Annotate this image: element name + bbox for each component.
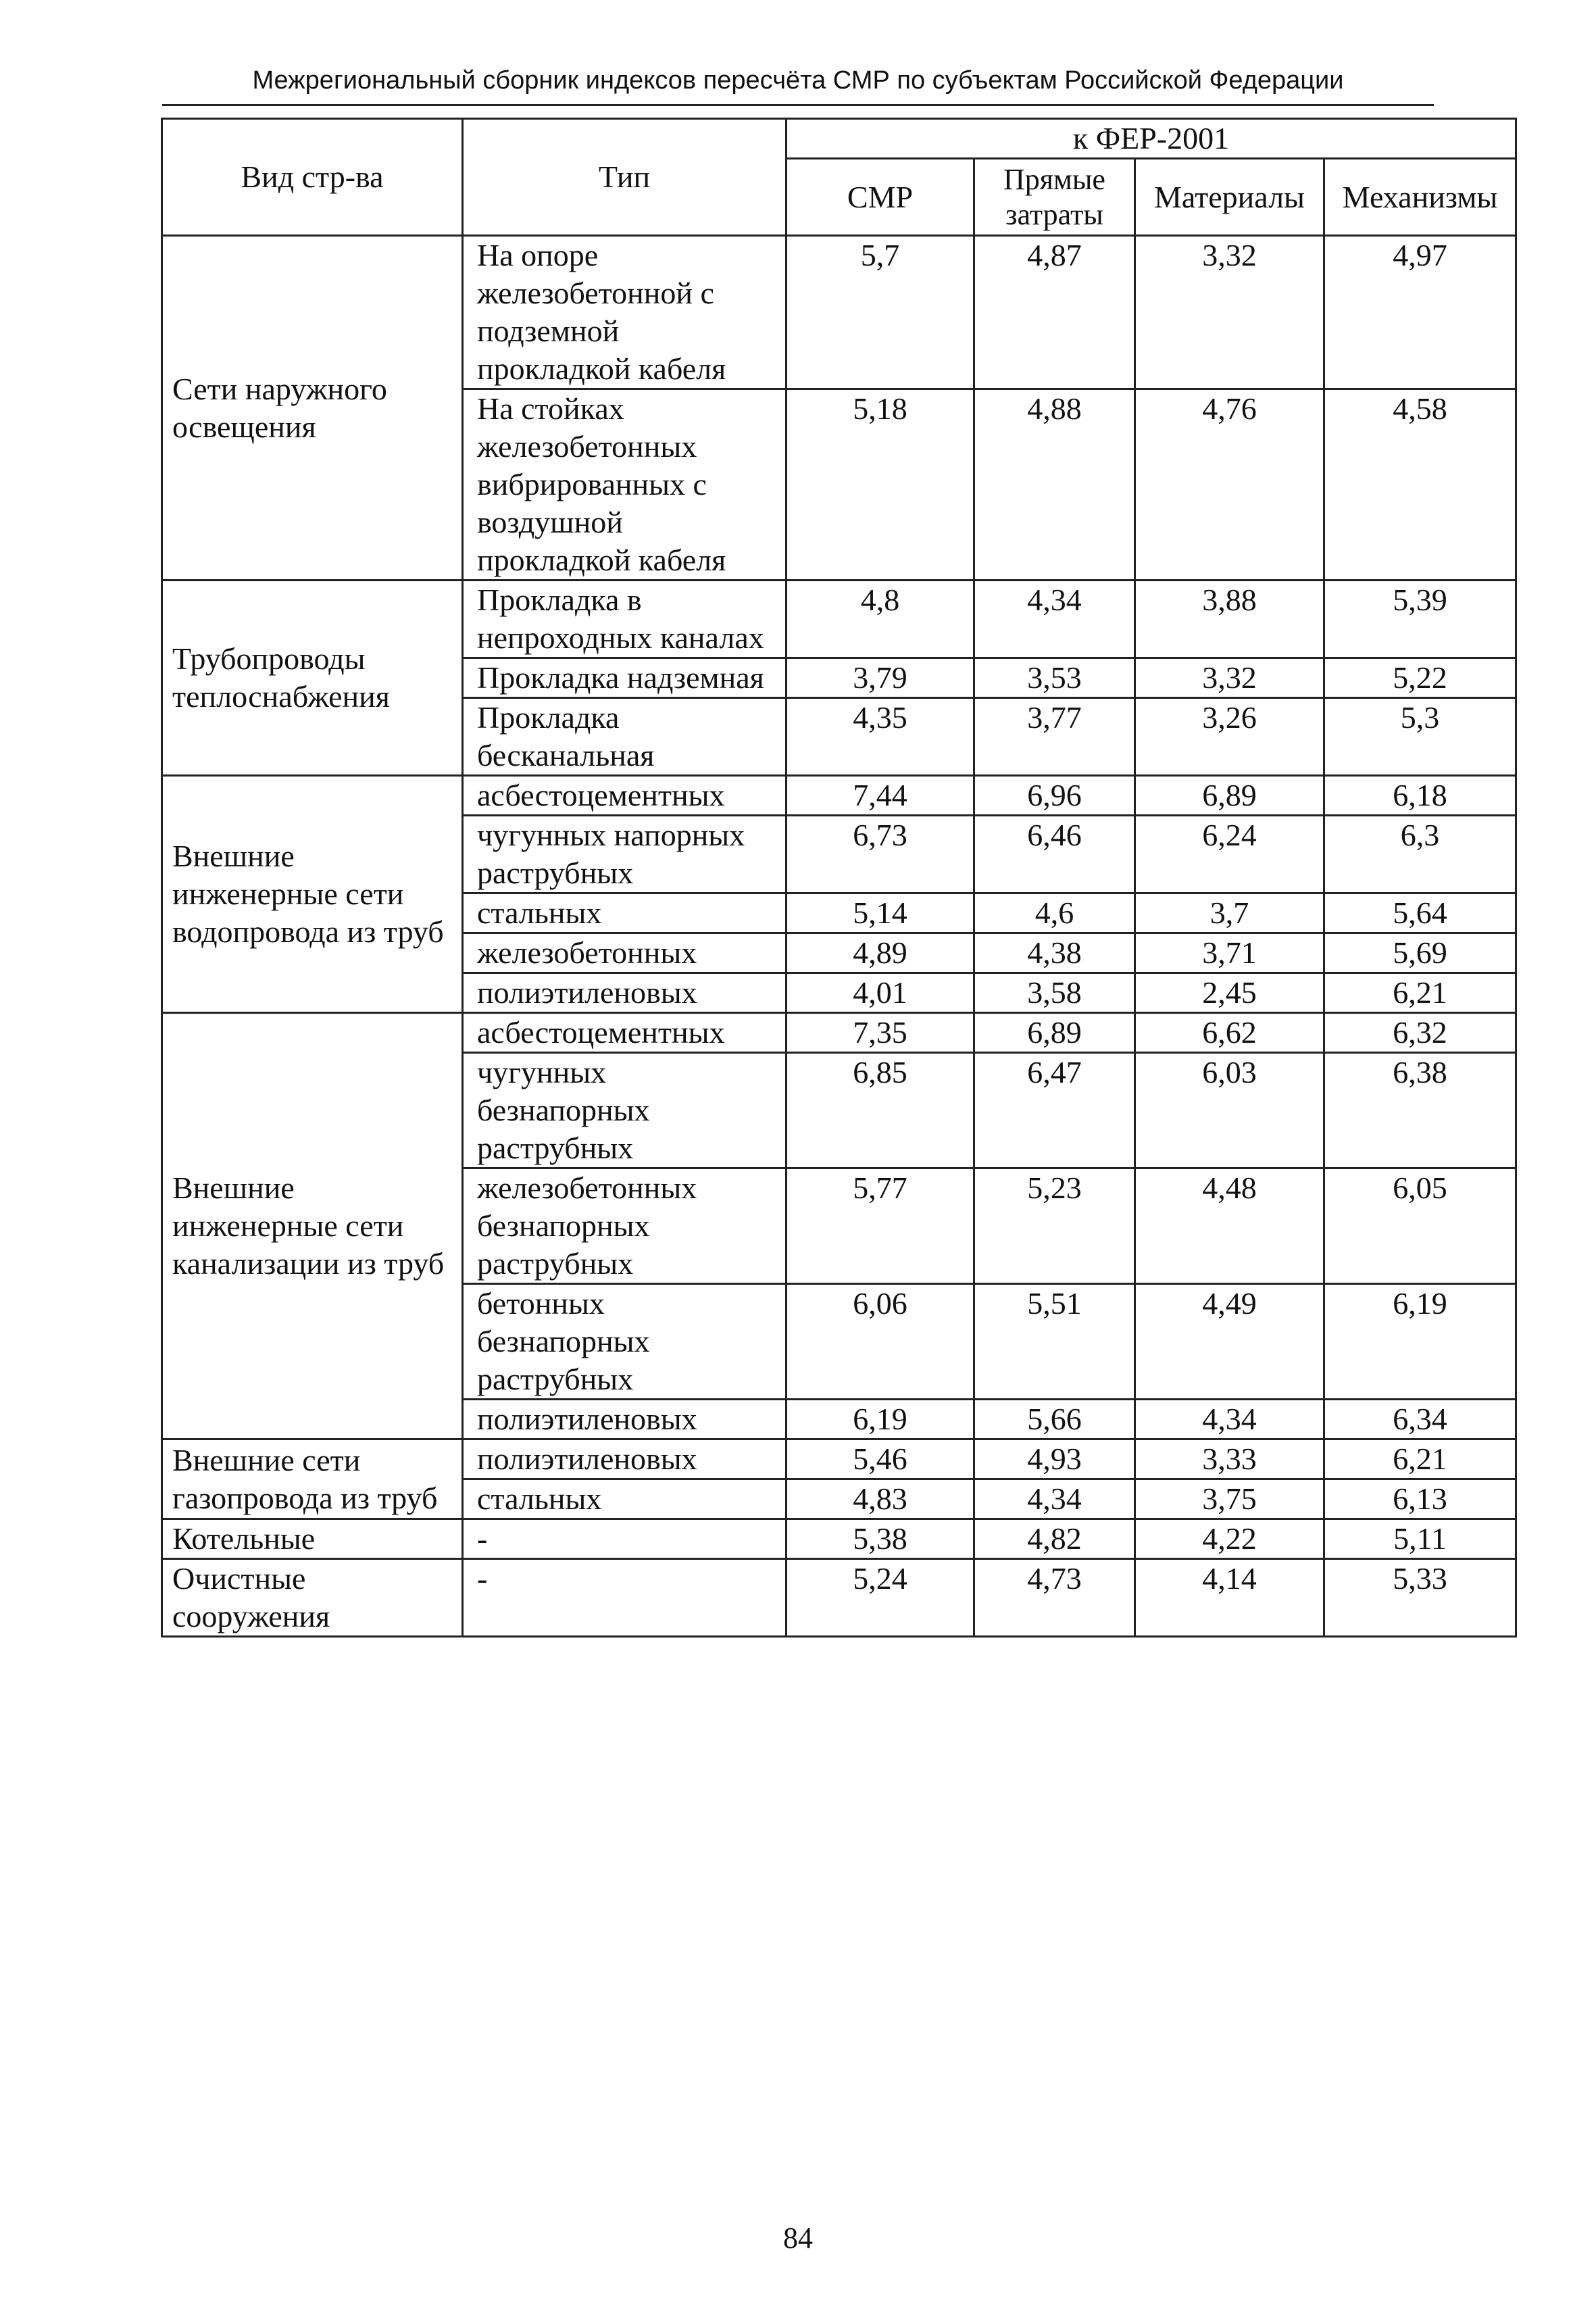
direct-costs-value-cell: 4,34 [974,1479,1135,1519]
materials-value-cell: 4,34 [1135,1400,1324,1439]
header-kind: Вид стр-ва [162,119,463,236]
machines-value-cell: 5,64 [1324,893,1516,933]
smr-value-cell: 5,38 [787,1519,974,1559]
materials-value-cell: 6,89 [1135,776,1324,816]
smr-value-cell: 6,06 [787,1284,974,1400]
machines-value-cell: 6,19 [1324,1284,1516,1400]
direct-costs-value-cell: 4,38 [974,933,1135,973]
direct-costs-value-cell: 4,93 [974,1439,1135,1479]
table-row [162,776,1516,816]
materials-value-cell: 3,71 [1135,933,1324,973]
machines-value-cell: 6,05 [1324,1168,1516,1284]
type-cell: асбестоцементных [463,776,787,816]
machines-value-cell: 4,97 [1324,236,1516,389]
smr-value-cell: 6,73 [787,816,974,893]
table-row [162,236,1516,389]
machines-value-cell: 5,3 [1324,698,1516,776]
header-type: Тип [463,119,787,236]
type-cell: стальных [463,1479,787,1519]
smr-value-cell: 5,18 [787,389,974,581]
type-cell: Прокладка в непроходных каналах [463,581,787,658]
direct-costs-value-cell: 4,87 [974,236,1135,389]
type-cell: чугунных напорных раструбных [463,816,787,893]
machines-value-cell: 5,69 [1324,933,1516,973]
type-cell: Прокладка надземная [463,658,787,698]
type-cell: стальных [463,893,787,933]
header-group: к ФЕР-2001 [787,119,1516,159]
materials-value-cell: 3,26 [1135,698,1324,776]
materials-value-cell: 3,75 [1135,1479,1324,1519]
direct-costs-value-cell: 6,96 [974,776,1135,816]
materials-value-cell: 3,32 [1135,658,1324,698]
materials-value-cell: 4,22 [1135,1519,1324,1559]
smr-value-cell: 5,7 [787,236,974,389]
type-cell: - [463,1519,787,1559]
smr-value-cell: 7,35 [787,1013,974,1053]
page-number: 84 [783,2221,813,2255]
smr-value-cell: 4,83 [787,1479,974,1519]
materials-value-cell: 6,62 [1135,1013,1324,1053]
direct-costs-value-cell: 6,47 [974,1053,1135,1168]
direct-costs-value-cell: 3,77 [974,698,1135,776]
smr-value-cell: 5,14 [787,893,974,933]
materials-value-cell: 3,88 [1135,581,1324,658]
materials-value-cell: 3,33 [1135,1439,1324,1479]
type-cell: - [463,1559,787,1637]
table-body [162,236,1516,1637]
machines-value-cell: 5,39 [1324,581,1516,658]
smr-value-cell: 6,19 [787,1400,974,1439]
smr-value-cell: 4,89 [787,933,974,973]
materials-value-cell: 6,24 [1135,816,1324,893]
table-row [162,1519,1516,1559]
type-cell: полиэтиленовых [463,1400,787,1439]
machines-value-cell: 5,11 [1324,1519,1516,1559]
table-row [162,581,1516,658]
table-row [162,1559,1516,1637]
materials-value-cell: 4,48 [1135,1168,1324,1284]
direct-costs-value-cell: 4,88 [974,389,1135,581]
type-cell: полиэтиленовых [463,1439,787,1479]
type-cell: На опоре железобетонной с подземной прокладкой кабеля [463,236,787,389]
construction-kind-cell: Трубопроводы теплоснабжения [162,581,463,776]
materials-value-cell: 4,14 [1135,1559,1324,1637]
header-direct: Прямые затраты [974,159,1135,236]
smr-value-cell: 4,01 [787,973,974,1013]
machines-value-cell: 6,32 [1324,1013,1516,1053]
page-header: Межрегиональный сборник индексов пересчёта СМР по субъектам Российской Федерации [162,57,1434,106]
smr-value-cell: 4,8 [787,581,974,658]
machines-value-cell: 6,18 [1324,776,1516,816]
materials-value-cell: 2,45 [1135,973,1324,1013]
materials-value-cell: 4,49 [1135,1284,1324,1400]
smr-value-cell: 3,79 [787,658,974,698]
materials-value-cell: 4,76 [1135,389,1324,581]
machines-value-cell: 6,21 [1324,973,1516,1013]
smr-value-cell: 4,35 [787,698,974,776]
table-row [162,1439,1516,1479]
direct-costs-value-cell: 4,34 [974,581,1135,658]
type-cell: асбестоцементных [463,1013,787,1053]
direct-costs-value-cell: 4,73 [974,1559,1135,1637]
type-cell: железобетонных безнапорных раструбных [463,1168,787,1284]
direct-costs-value-cell: 3,53 [974,658,1135,698]
construction-kind-cell: Сети наружного освещения [162,236,463,581]
direct-costs-value-cell: 6,89 [974,1013,1135,1053]
type-cell: полиэтиленовых [463,973,787,1013]
direct-costs-value-cell: 5,66 [974,1400,1135,1439]
index-table [161,118,1517,1638]
type-cell: На стойках железобетонных вибрированных с воздушной прокладкой кабеля [463,389,787,581]
machines-value-cell: 4,58 [1324,389,1516,581]
smr-value-cell: 7,44 [787,776,974,816]
construction-kind-cell: Внешние инженерные сети канализации из труб [162,1013,463,1439]
type-cell: чугунных безнапорных раструбных [463,1053,787,1168]
type-cell: бетонных безнапорных раструбных [463,1284,787,1400]
construction-kind-cell: Котельные [162,1519,463,1559]
machines-value-cell: 6,21 [1324,1439,1516,1479]
construction-kind-cell: Очистные сооружения [162,1559,463,1637]
direct-costs-value-cell: 6,46 [974,816,1135,893]
construction-kind-cell: Внешние инженерные сети водопровода из труб [162,776,463,1013]
materials-value-cell: 6,03 [1135,1053,1324,1168]
machines-value-cell: 6,13 [1324,1479,1516,1519]
machines-value-cell: 6,34 [1324,1400,1516,1439]
table-row [162,1013,1516,1053]
smr-value-cell: 5,77 [787,1168,974,1284]
header-machines: Механизмы [1324,159,1516,236]
direct-costs-value-cell: 3,58 [974,973,1135,1013]
header-smr: СМР [787,159,974,236]
direct-costs-value-cell: 4,82 [974,1519,1135,1559]
materials-value-cell: 3,7 [1135,893,1324,933]
header-materials: Материалы [1135,159,1324,236]
direct-costs-value-cell: 4,6 [974,893,1135,933]
type-cell: железобетонных [463,933,787,973]
smr-value-cell: 5,46 [787,1439,974,1479]
smr-value-cell: 5,24 [787,1559,974,1637]
direct-costs-value-cell: 5,51 [974,1284,1135,1400]
machines-value-cell: 6,38 [1324,1053,1516,1168]
machines-value-cell: 6,3 [1324,816,1516,893]
machines-value-cell: 5,33 [1324,1559,1516,1637]
construction-kind-cell: Внешние сети газопровода из труб [162,1439,463,1519]
machines-value-cell: 5,22 [1324,658,1516,698]
direct-costs-value-cell: 5,23 [974,1168,1135,1284]
smr-value-cell: 6,85 [787,1053,974,1168]
table-header [162,119,1516,236]
materials-value-cell: 3,32 [1135,236,1324,389]
type-cell: Прокладка бесканальная [463,698,787,776]
